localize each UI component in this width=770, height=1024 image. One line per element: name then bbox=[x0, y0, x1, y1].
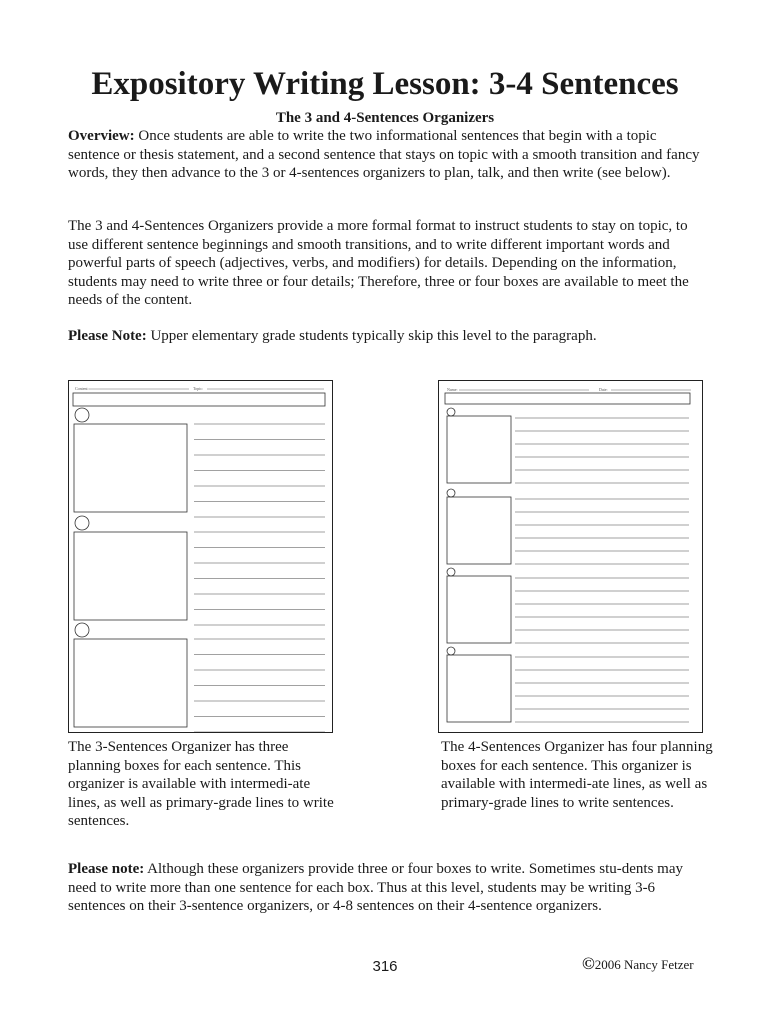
number-circle bbox=[75, 623, 89, 637]
number-circle bbox=[75, 408, 89, 422]
page-number: 316 bbox=[372, 958, 398, 975]
please-note-bottom-text: Although these organizers provide three or four boxes to write. Sometimes stu-dents may need to write more than one sentence for each box. Thus at this level, students may be writing 3-6 sentences on their 3-sentence organizers, or 4-8 sentences on their 4-sentence organizers. bbox=[68, 861, 684, 914]
copyright bbox=[582, 954, 694, 974]
organizer3-field-left: Content: bbox=[75, 386, 89, 391]
copyright-text: 2006 Nancy Fetzer bbox=[594, 957, 694, 972]
planning-box bbox=[74, 532, 187, 620]
number-circle bbox=[75, 516, 89, 530]
please-note-text: Upper elementary grade students typically skip this level to the paragraph. bbox=[146, 328, 597, 344]
planning-box bbox=[447, 497, 511, 564]
three-sentence-organizer-image bbox=[68, 380, 333, 733]
please-note-bottom-label: Please note: bbox=[68, 861, 145, 877]
number-circle bbox=[447, 647, 455, 655]
organizer4-field-left: Name: bbox=[447, 387, 458, 392]
three-sentence-organizer-drawing bbox=[69, 381, 332, 732]
three-sentence-caption: The 3-Sentences Organizer has three planning boxes for each sentence. This organizer is available with intermedi-ate lines, as well as primary-grade lines to write sentences. bbox=[68, 739, 334, 829]
overview-paragraph bbox=[68, 127, 708, 183]
organizer4-field-right: Date: bbox=[599, 387, 608, 392]
four-sentence-caption: The 4-Sentences Organizer has four planning boxes for each sentence. This organizer is available with intermedi-ate lines, as well as primary-grade lines to write sentences. bbox=[441, 739, 713, 811]
please-note-label: Please Note: bbox=[68, 328, 147, 344]
planning-box bbox=[447, 576, 511, 643]
organizer3-field-right: Topic: bbox=[193, 386, 204, 391]
page-title: Expository Writing Lesson: 3-4 Sentences bbox=[91, 66, 679, 102]
number-circle bbox=[447, 568, 455, 576]
four-sentence-organizer-drawing bbox=[439, 381, 702, 732]
planning-box bbox=[447, 655, 511, 722]
please-note-bottom-paragraph bbox=[68, 860, 708, 916]
number-circle bbox=[447, 489, 455, 497]
please-note-paragraph bbox=[68, 327, 708, 346]
page-subtitle: The 3 and 4-Sentences Organizers bbox=[275, 110, 495, 126]
planning-box bbox=[447, 416, 511, 483]
planning-box bbox=[74, 424, 187, 512]
overview-label: Overview: bbox=[68, 128, 135, 144]
four-sentence-organizer-image bbox=[438, 380, 703, 733]
copyright-symbol: © bbox=[582, 954, 595, 973]
overview-text: Once students are able to write the two informational sentences that begin with a topic sentence or thesis statement, and a second sentence that stays on topic with a smooth transition and fancy words, they then advance to the 3 or 4-sentences organizers to plan, talk, and then write (see below). bbox=[68, 128, 700, 181]
organizers-paragraph: The 3 and 4-Sentences Organizers provide a more formal format to instruct students to stay on topic, to use different sentence beginnings and smooth transitions, and to write different important words and powerful parts of speech (adjectives, verbs, and modifiers) for details. Depending on the information, students may need to write three or four details; Therefore, three or four boxes are available to meet the needs of the content. bbox=[68, 218, 689, 308]
number-circle bbox=[447, 408, 455, 416]
planning-box bbox=[74, 639, 187, 727]
